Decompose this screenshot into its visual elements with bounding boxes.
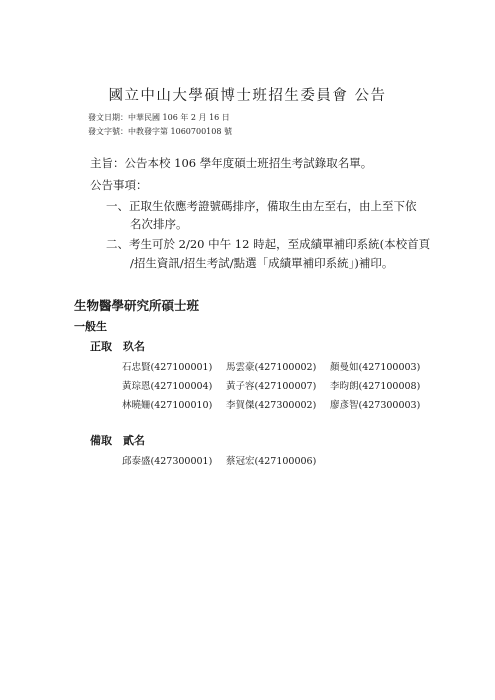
waitlist-row — [122, 453, 316, 467]
item-1-line-2: 名次排序。 — [130, 217, 188, 231]
admitted-name: 廖彥智(427300003) — [330, 400, 421, 411]
waitlist-name: 邱泰盛(427300001) — [122, 456, 213, 467]
admitted-name: 黃琮恩(427100004) — [122, 381, 213, 392]
document-number: 發文字號：中教發字第 1060700108 號 — [88, 127, 232, 136]
admitted-row — [122, 378, 420, 392]
admitted-name: 李昀朗(427100008) — [330, 381, 421, 392]
admitted-name: 馬雲豪(427100002) — [226, 362, 317, 373]
waitlist-label: 備取 貳名 — [90, 434, 145, 447]
issue-date: 發文日期：中華民國 106 年 2 月 16 日 — [88, 113, 230, 122]
department-heading: 生物醫學研究所碩士班 — [74, 298, 200, 313]
admitted-name: 石忠賢(427100001) — [122, 362, 213, 373]
waitlist-name: 蔡冠宏(427100006) — [226, 456, 317, 467]
item-1-line-1: 一、正取生依應考證號碼排序，備取生由左至右，由上至下依 — [106, 199, 417, 213]
admitted-row — [122, 359, 420, 373]
admitted-row — [122, 397, 420, 411]
item-2-line-1: 二、考生可於 2/20 中午 12 時起，至成績單補印系統(本校首頁 — [106, 237, 431, 251]
admitted-label: 正取 玖名 — [90, 340, 145, 353]
subject-line: 主旨：公告本校 106 學年度碩士班招生考試錄取名單。 — [90, 156, 373, 170]
admitted-name: 林曉姍(427100010) — [122, 400, 213, 411]
item-2-line-2: /招生資訊/招生考試/點選「成績單補印系統」)補印。 — [130, 256, 394, 270]
group-heading: 一般生 — [74, 320, 107, 333]
items-heading: 公告事項： — [90, 178, 148, 192]
page-title: 國立中山大學碩博士班招生委員會 公告 — [108, 88, 387, 104]
admitted-name: 李賀傑(427300002) — [226, 400, 317, 411]
admitted-name: 顏曼如(427100003) — [330, 362, 421, 373]
admitted-name: 黃子容(427100007) — [226, 381, 317, 392]
